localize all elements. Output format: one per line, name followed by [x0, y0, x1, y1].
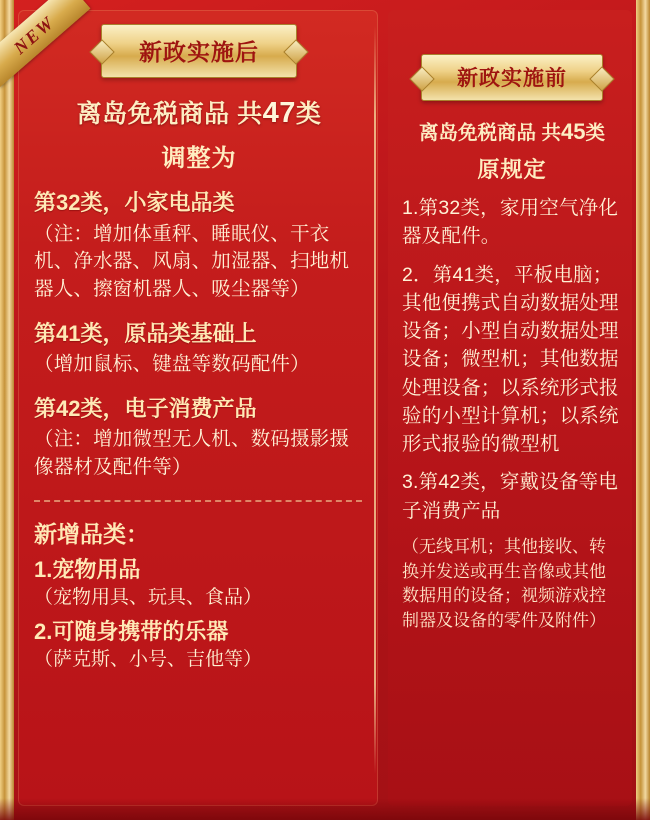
- before-policy-subtitle: 原规定: [477, 157, 547, 182]
- before-policy-item-2: 2．第41类，平板电脑；其他便携式自动数据处理设备；小型自动数据处理设备；微型机；其他数据处理设备；以系统形式报验的小型计算机；以系统形式报验的微型机: [402, 263, 619, 456]
- before-policy-title-suffix: 类: [585, 122, 605, 144]
- after-policy-block-3: [34, 395, 364, 482]
- new-categories-heading: 新增品类：: [34, 520, 149, 547]
- block-2-body: （增加鼠标、键盘等数码配件）: [34, 353, 310, 376]
- after-policy-title: [34, 94, 364, 130]
- after-policy-title-prefix: 离岛免税商品 共: [76, 100, 263, 128]
- before-policy-title: [402, 117, 622, 145]
- panel-divider: [374, 26, 376, 774]
- block-3-heading: 第42类，电子消费产品: [34, 395, 257, 421]
- before-policy-item-1: 1.第32类，家用空气净化器及配件。: [402, 197, 619, 248]
- block-3-body: （注：增加微型无人机、数码摄影摄像器材及配件等）: [34, 428, 350, 478]
- before-policy-header: 新政实施前: [421, 54, 603, 101]
- new-category-note-2: （萨克斯、小号、吉他等）: [34, 649, 263, 671]
- section-divider: [34, 500, 362, 502]
- block-1-body: （注：增加体重秤、睡眠仪、干衣机、净水器、风扇、加湿器、扫地机器人、擦窗机器人、吸尘器等）: [34, 222, 350, 300]
- after-policy-block-2: [34, 320, 364, 379]
- after-policy-panel: [18, 10, 378, 806]
- new-category-item-2: 2.可随身携带的乐器: [34, 618, 229, 644]
- after-policy-title-suffix: 类: [295, 100, 322, 128]
- before-policy-title-prefix: 离岛免税商品 共: [419, 122, 561, 144]
- after-policy-subtitle: 调整为: [161, 145, 237, 172]
- before-policy-panel: [388, 10, 632, 806]
- new-category-item-1: 1.宠物用品: [34, 556, 141, 582]
- block-1-heading: 第32类，小家电品类: [34, 190, 235, 215]
- after-policy-header: 新政实施后: [101, 24, 297, 78]
- after-policy-category-count: 47: [262, 97, 296, 129]
- new-ribbon-label: NEW: [9, 12, 59, 58]
- before-policy-category-count: 45: [560, 119, 586, 144]
- new-category-note-1: （宠物用具、玩具、食品）: [34, 587, 263, 609]
- before-policy-item-3: 3.第42类，穿戴设备等电子消费产品: [402, 471, 619, 522]
- after-policy-block-1: [34, 189, 364, 304]
- before-policy-note: （无线耳机；其他接收、转换并发送或再生音像或其他数据用的设备；视频游戏控制器及设备的零件及附件）: [402, 536, 606, 630]
- bottom-shadow-band: [0, 798, 650, 820]
- block-2-heading: 第41类，原品类基础上: [34, 320, 257, 346]
